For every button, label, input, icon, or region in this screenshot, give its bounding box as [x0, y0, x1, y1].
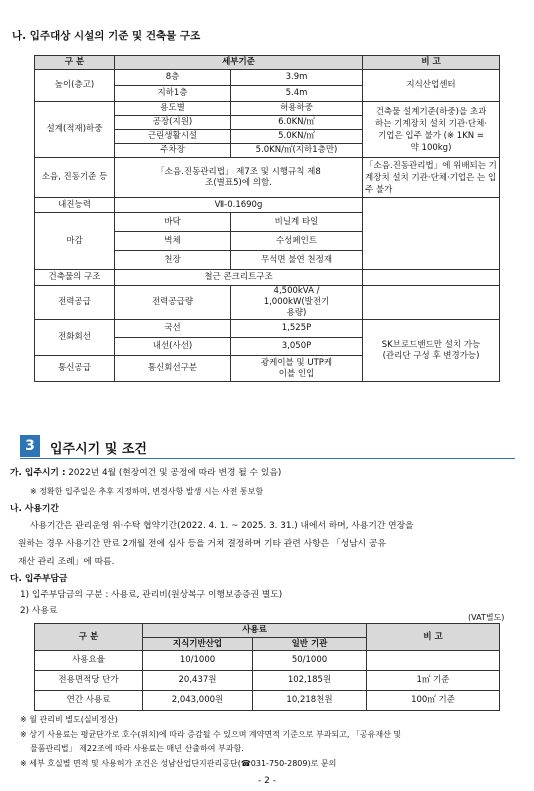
header-detail: 세부기준 [115, 56, 363, 70]
sub-power: 전력공급량 [115, 286, 231, 320]
header-gubun: 구 분 [35, 56, 115, 70]
header-knowledge: 지식기반산업 [143, 638, 253, 651]
da-item1: 1) 입주부담금의 구분 : 사용료, 관리비(원상복구 이행보증증권 별도) [20, 590, 283, 600]
header-gubun: 구 분 [35, 624, 143, 651]
header-general: 일반 기관 [253, 638, 367, 651]
ga-line [10, 466, 281, 480]
cell: 6.0KN/㎡ [231, 116, 363, 130]
fee-table [34, 623, 500, 711]
cell: 1㎡ 기준 [367, 671, 500, 691]
section-number-badge: 3 [20, 435, 40, 457]
cell: 사용요율 [35, 651, 143, 671]
remark-height: 지식산업센터 [363, 70, 500, 102]
cell: 전용면적당 단가 [35, 671, 143, 691]
na2-body2: 원하는 경우 사용기간 만료 2개월 전에 심사 등을 거쳐 결정하며 기타 관련 사항은 「성남시 공유 [18, 539, 386, 549]
row-label-telecom: 통신공급 [35, 356, 115, 382]
cell: 3.9m [231, 70, 363, 86]
da-head: 다. 입주부담금 [10, 574, 68, 584]
header-remark: 비 고 [367, 624, 500, 651]
row-label-power: 전력공급 [35, 286, 115, 320]
spec-table [34, 55, 500, 382]
note-2b: 물품관리법」 제22조에 따라 사용료는 매년 산출하여 부과함. [30, 744, 244, 753]
cell: 국선 [115, 320, 231, 338]
na2-body3: 재산 관리 조례」에 따름. [18, 557, 115, 567]
cell: 5.4m [231, 86, 363, 102]
cell: 허용하중 [231, 102, 363, 116]
cell: 공장(지원) [115, 116, 231, 130]
remark-empty [363, 198, 500, 270]
ga-note: ※ 정확한 입주일은 추후 지정하며, 변경사항 발생 시는 사전 통보함 [30, 487, 264, 496]
cell: 10,218천원 [253, 691, 367, 711]
cell: 5.0KN/㎡(지하1층만) [231, 144, 363, 158]
section-heading: 입주시기 및 조건 [50, 442, 147, 457]
remark-load: 건축물 설계기준(하중)을 초과하는 기계장치 설치 기관·단체·기업은 입주 불가 (※ 1KN = 약 100kg) [363, 102, 500, 158]
detail-structure: 철근 콘크리트구조 [115, 270, 363, 286]
cell [367, 651, 500, 671]
cell: 8층 [115, 70, 231, 86]
cell: 20,437원 [143, 671, 253, 691]
row-label-load: 설계(적재)하중 [35, 102, 115, 158]
section-title: 나. 입주대상 시설의 기준 및 건축물 구조 [12, 30, 201, 42]
na2-body1: 사용기간은 관리운영 위·수탁 협약기간(2022. 4. 1. ~ 2025. 3. 31.) 내에서 하며, 사용기간 연장을 [30, 521, 414, 531]
row-label-finish: 마감 [35, 213, 115, 270]
cell: 바닥 [115, 213, 231, 232]
cell: 연간 사용료 [35, 691, 143, 711]
cell: 주차장 [115, 144, 231, 158]
cell: 천장 [115, 251, 231, 270]
note-3: ※ 세부 호실별 면적 및 사용허가 조건은 성남산업단지관리공단(☎031-750-2809)로 문의 [20, 759, 337, 768]
remark-empty [363, 286, 500, 320]
row-label-phone: 전화회선 [35, 320, 115, 356]
row-label-height: 높이(층고) [35, 70, 115, 102]
remark-phone: SK브로드밴드만 설치 가능 (관리단 구성 후 변경가능) [363, 320, 500, 382]
cell: 근린생활시설 [115, 130, 231, 144]
cell: 3,050P [231, 338, 363, 356]
cell: 2,043,000원 [143, 691, 253, 711]
row-label-seismic: 내진능력 [35, 198, 115, 213]
section-divider [20, 458, 515, 459]
da-item2: 2) 사용료 [20, 606, 58, 616]
detail-seismic: Ⅶ-0.1690g [115, 198, 363, 213]
value-power: 4,500kVA / 1,000kW(발전기용량) [231, 286, 363, 320]
row-label-structure: 건축물의 구조 [35, 270, 115, 286]
cell: 102,185원 [253, 671, 367, 691]
cell: 10/1000 [143, 651, 253, 671]
na2-head: 나. 사용기간 [10, 504, 59, 514]
vat-note: (VAT별도) [468, 613, 505, 622]
cell: 수성페인트 [231, 232, 363, 251]
header-fee: 사용료 [143, 624, 367, 638]
remark-noise: 「소음.진동관리법」에 위배되는 기계장치 설치 기관·단체·기업은 는 입주 불가 [363, 158, 500, 198]
cell: 벽체 [115, 232, 231, 251]
detail-noise: 「소음.진동관리법」 제7조 및 시행규칙 제8조(별표5)에 의함. [115, 158, 363, 198]
row-label-noise: 소음, 진동기준 등 [35, 158, 115, 198]
cell: 무석면 불연 천정재 [231, 251, 363, 270]
ga-head: 가. 입주시기 : [10, 468, 66, 478]
ga-body: 2022년 4월 (현장여건 및 공정에 따라 변경 될 수 있음) [65, 468, 282, 478]
header-remark: 비 고 [363, 56, 500, 70]
cell: 지하1층 [115, 86, 231, 102]
sub-telecom: 통신회선구분 [115, 356, 231, 382]
note-1: ※ 월 관리비 별도(실비정산) [20, 715, 118, 724]
cell: 비닐계 타일 [231, 213, 363, 232]
page-number: - 2 - [258, 776, 276, 786]
cell: 1,525P [231, 320, 363, 338]
cell: 용도별 [115, 102, 231, 116]
cell: 50/1000 [253, 651, 367, 671]
note-2: ※ 상기 사용료는 평균단가로 호수(위치)에 따라 증감될 수 있으며 계약면적 기준으로 부과되고, 「공유재산 및 [20, 730, 402, 739]
value-telecom: 광케이블 및 UTP케이블 인입 [231, 356, 363, 382]
cell: 5.0KN/㎡ [231, 130, 363, 144]
cell: 100㎡ 기준 [367, 691, 500, 711]
remark-empty [363, 270, 500, 286]
cell: 내선(사선) [115, 338, 231, 356]
